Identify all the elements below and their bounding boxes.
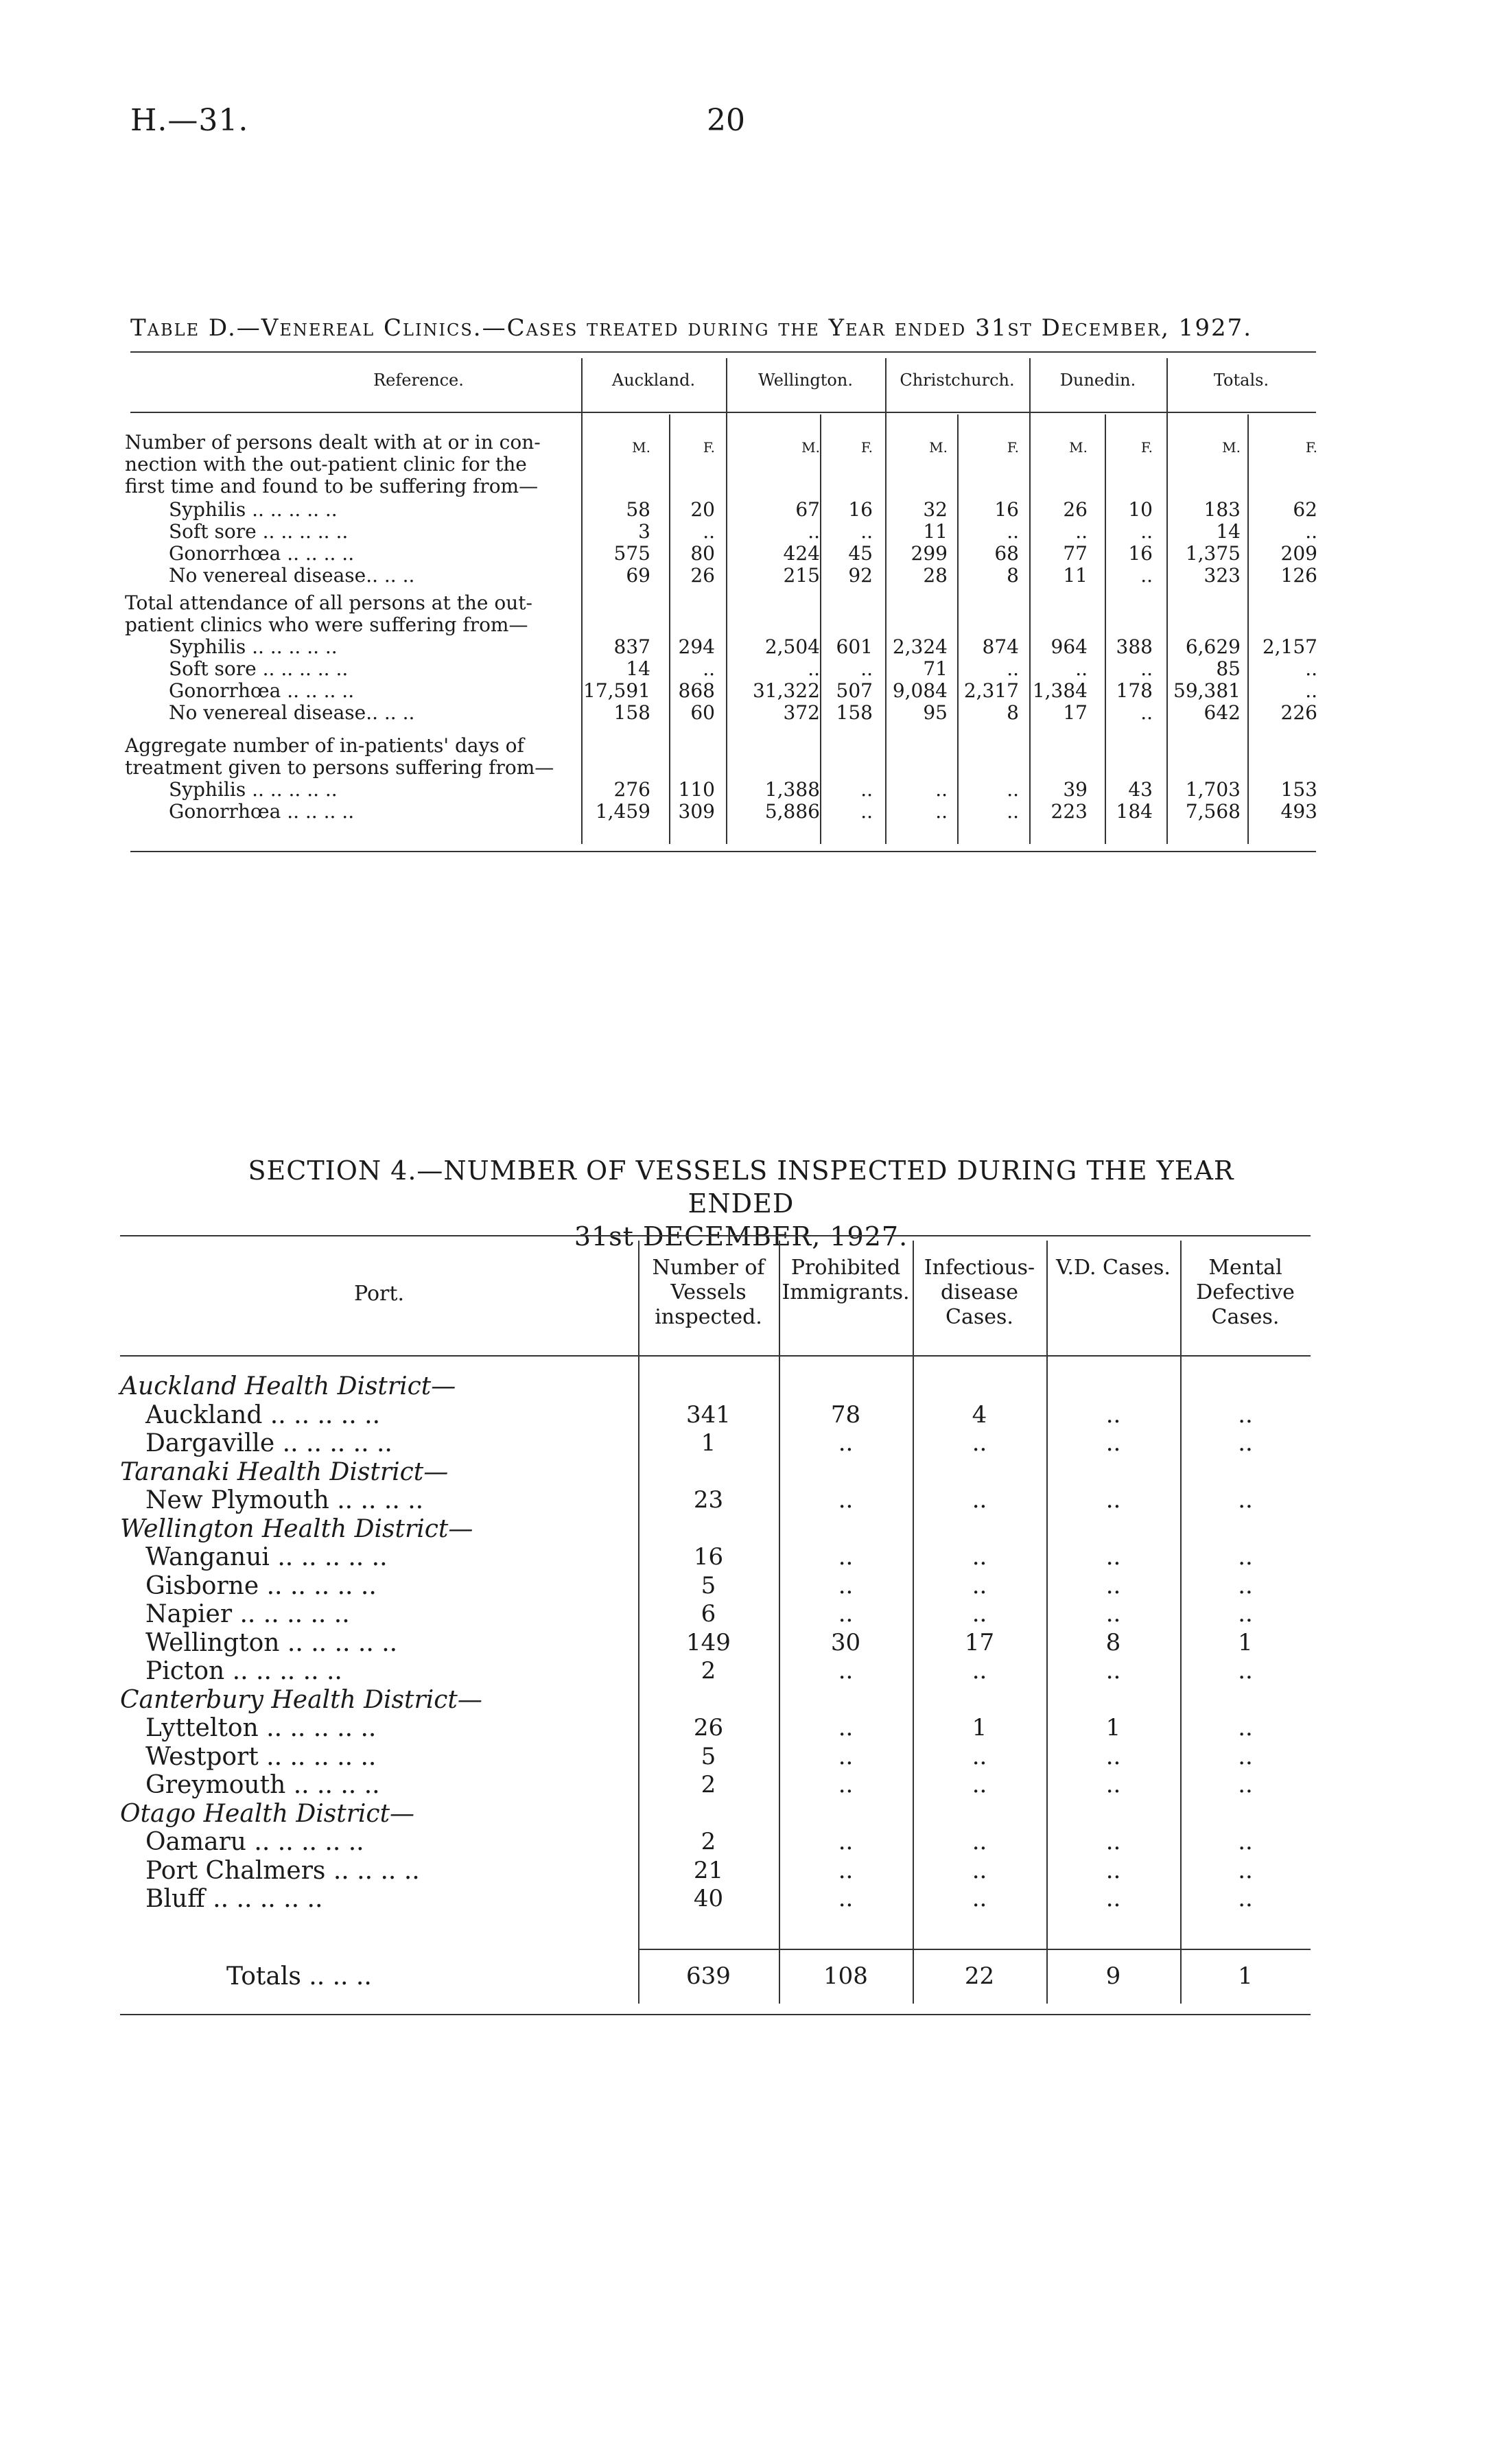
table-d-cell: .. [1305, 657, 1317, 680]
vessels-column-rule [913, 1241, 914, 2004]
table-d-cell: 8 [1007, 701, 1019, 724]
table-d-cell: 17,591 [583, 679, 650, 702]
vessels-cell: .. [1105, 1771, 1121, 1798]
vessels-cell: .. [838, 1486, 854, 1514]
health-district-heading: Taranaki Health District— [120, 1457, 449, 1486]
table-d-cell: 5,886 [764, 800, 820, 823]
table-d-cell: .. [1305, 520, 1317, 543]
totals-cell: 9 [1105, 1962, 1121, 1990]
vessels-cell: .. [1105, 1486, 1121, 1514]
port-name: Picton .. .. .. .. .. [145, 1657, 342, 1685]
table-d-cell: .. [703, 657, 715, 680]
table-d-bottom-rule [130, 851, 1316, 852]
table-d-section-heading: first time and found to be suffering from— [125, 475, 539, 497]
port-name: Dargaville .. .. .. .. .. [145, 1429, 392, 1457]
table-d-header-rule [130, 412, 1316, 413]
table-d-title [130, 314, 1331, 342]
vessels-column-heading: Mental Defective Cases. [1196, 1256, 1295, 1329]
vessels-cell: .. [1238, 1486, 1253, 1514]
vessels-column-heading: V.D. Cases. [1056, 1256, 1171, 1280]
vessels-cell: .. [972, 1571, 987, 1599]
table-d-column-rule [1166, 358, 1168, 844]
female-column-heading: F. [703, 439, 715, 456]
table-d-cell: 85 [1216, 657, 1241, 680]
table-d-cell: 9,084 [892, 679, 948, 702]
vessels-cell: .. [1238, 1400, 1253, 1429]
table-d-top-rule [130, 351, 1316, 353]
table-d-cell: .. [808, 657, 820, 680]
table-d-section-heading: Number of persons dealt with at or in con- [125, 431, 541, 454]
table-d-cell: 31,322 [753, 679, 820, 702]
vessels-cell: 30 [830, 1628, 861, 1656]
table-d-cell: 642 [1204, 701, 1241, 724]
totals-cell: 22 [964, 1962, 995, 1990]
table-d-section-heading: Total attendance of all persons at the out- [125, 591, 533, 614]
table-d-cell: 67 [795, 498, 820, 521]
table-d-cell: 2,157 [1262, 635, 1317, 658]
table-d-cell: .. [1007, 520, 1019, 543]
vessels-cell: .. [1238, 1600, 1253, 1628]
table-d-cell: 26 [690, 564, 715, 587]
totals-cell: 639 [686, 1962, 731, 1990]
vessels-cell: .. [972, 1429, 987, 1457]
table-d-cell: 16 [848, 498, 873, 521]
section4-title [192, 1154, 1290, 1253]
health-district-heading: Auckland Health District— [120, 1372, 456, 1400]
table-d-group-heading: Wellington. [758, 371, 853, 390]
table-d-cell: 226 [1280, 701, 1317, 724]
vessels-column-heading: Prohibited Immigrants. [782, 1256, 910, 1304]
table-d-reference-heading: Reference. [373, 371, 464, 390]
table-d-cell: 14 [626, 657, 650, 680]
table-d-title-rest: —Venereal Clinics.—Cases treated during the Year ended 31st December, 1927. [236, 314, 1253, 342]
vessels-bottom-rule [120, 2014, 1311, 2015]
vessels-cell: 149 [686, 1628, 731, 1656]
vessels-cell: .. [1105, 1429, 1121, 1457]
table-d-cell: 11 [923, 520, 948, 543]
vessels-cell: .. [1105, 1742, 1121, 1770]
table-d-cell: 39 [1063, 778, 1088, 801]
table-d-cell: 126 [1280, 564, 1317, 587]
table-d-row-label: No venereal disease.. .. .. [169, 701, 415, 724]
table-d-cell: 80 [690, 542, 715, 565]
port-name: Port Chalmers .. .. .. .. [145, 1856, 420, 1885]
vessels-header-rule [120, 1355, 1311, 1357]
table-d-cell: 507 [836, 679, 873, 702]
port-name: Gisborne .. .. .. .. .. [145, 1571, 377, 1600]
vessels-column-heading: Port. [354, 1282, 404, 1306]
vessels-cell: .. [972, 1657, 987, 1685]
table-d-cell: 20 [690, 498, 715, 521]
table-d-row-label: Soft sore .. .. .. .. .. [169, 520, 349, 543]
vessels-cell: .. [1238, 1885, 1253, 1912]
table-d-cell: 16 [994, 498, 1019, 521]
health-district-heading: Canterbury Health District— [120, 1685, 482, 1714]
table-d-cell: .. [1140, 564, 1153, 587]
vessels-cell: 1 [701, 1429, 716, 1457]
vessels-cell: .. [972, 1600, 987, 1628]
table-d-cell: 1,388 [764, 778, 820, 801]
totals-cell: 108 [823, 1962, 868, 1990]
table-d-cell: 68 [994, 542, 1019, 565]
vessels-cell: .. [972, 1885, 987, 1912]
port-name: Lyttelton .. .. .. .. .. [145, 1714, 377, 1742]
table-d-cell: 16 [1128, 542, 1153, 565]
vessels-top-rule [120, 1235, 1311, 1236]
page-number: 20 [707, 103, 745, 138]
table-d-cell: 294 [678, 635, 715, 658]
vessels-cell: .. [1105, 1885, 1121, 1912]
port-name: Auckland .. .. .. .. .. [145, 1400, 381, 1429]
health-district-heading: Otago Health District— [120, 1799, 415, 1828]
vessels-column-rule [638, 1241, 639, 2004]
vessels-cell: 23 [693, 1486, 724, 1514]
vessels-cell: 16 [693, 1543, 724, 1571]
table-d-cell: 299 [911, 542, 948, 565]
table-d-row-label: Syphilis .. .. .. .. .. [169, 778, 338, 801]
table-d-cell: 45 [848, 542, 873, 565]
table-d-cell: .. [703, 520, 715, 543]
table-d-cell: 8 [1007, 564, 1019, 587]
table-d-column-rule [885, 358, 887, 844]
table-d-cell: 58 [626, 498, 650, 521]
table-d-cell: .. [935, 800, 948, 823]
table-d-cell: 868 [678, 679, 715, 702]
table-d-cell: 183 [1204, 498, 1241, 521]
vessels-cell: 78 [830, 1400, 861, 1429]
port-name: New Plymouth .. .. .. .. [145, 1486, 424, 1514]
vessels-cell: .. [972, 1486, 987, 1514]
vessels-cell: .. [972, 1543, 987, 1571]
vessels-cell: .. [1105, 1600, 1121, 1628]
vessels-column-rule [779, 1241, 780, 2004]
vessels-cell: .. [1238, 1771, 1253, 1798]
female-column-heading: F. [860, 439, 873, 456]
table-d-cell: 153 [1280, 778, 1317, 801]
table-d-cell: 59,381 [1173, 679, 1241, 702]
vessels-cell: 2 [701, 1657, 716, 1685]
table-d-cell: 276 [613, 778, 650, 801]
table-d-cell: 372 [783, 701, 820, 724]
vessels-cell: .. [1238, 1828, 1253, 1855]
section4-title-line1: SECTION 4.—NUMBER OF VESSELS INSPECTED DURING THE YEAR ENDED [248, 1155, 1234, 1219]
table-d-cell: 184 [1116, 800, 1153, 823]
table-d-row-label: Soft sore .. .. .. .. .. [169, 657, 349, 680]
vessels-cell: .. [972, 1856, 987, 1884]
port-name: Wellington .. .. .. .. .. [145, 1628, 398, 1657]
table-d-section-heading: Aggregate number of in-patients' days of [125, 734, 524, 757]
table-d-group-heading: Totals. [1213, 371, 1269, 390]
vessels-cell: .. [1105, 1543, 1121, 1571]
table-d-section-heading: treatment given to persons suffering from— [125, 756, 554, 779]
table-d-cell: 60 [690, 701, 715, 724]
table-d-cell: 323 [1204, 564, 1241, 587]
table-d-group-heading: Christchurch. [900, 371, 1015, 390]
table-d-cell: 493 [1280, 800, 1317, 823]
vessels-cell: 8 [1105, 1628, 1121, 1656]
male-column-heading: M. [801, 439, 820, 456]
table-d-cell: 10 [1128, 498, 1153, 521]
health-district-heading: Wellington Health District— [120, 1514, 473, 1543]
table-d-row-label: No venereal disease.. .. .. [169, 564, 415, 587]
male-column-heading: M. [632, 439, 650, 456]
table-d-cell: 575 [613, 542, 650, 565]
table-d-section-heading: patient clinics who were suffering from— [125, 613, 528, 636]
table-d-group-heading: Dunedin. [1059, 371, 1136, 390]
table-d-cell: 1,459 [595, 800, 650, 823]
table-d-cell: 2,504 [764, 635, 820, 658]
vessels-cell: .. [1238, 1571, 1253, 1599]
vessels-cell: .. [838, 1600, 854, 1628]
table-d-cell: .. [1007, 778, 1019, 801]
vessels-cell: .. [1238, 1429, 1253, 1457]
table-d-cell: 309 [678, 800, 715, 823]
vessels-cell: .. [838, 1856, 854, 1884]
table-d-cell: 110 [678, 778, 715, 801]
table-d-cell: 158 [613, 701, 650, 724]
vessels-cell: .. [838, 1828, 854, 1855]
table-d-row-label: Gonorrhœa .. .. .. .. [169, 800, 355, 823]
table-d-cell: 178 [1116, 679, 1153, 702]
section4-title-line2: 31st DECEMBER, 1927. [574, 1221, 908, 1252]
table-d-cell: 77 [1063, 542, 1088, 565]
male-column-heading: M. [929, 439, 948, 456]
vessels-column-heading: Infectious-disease Cases. [924, 1256, 1035, 1329]
table-d-cell: 62 [1293, 498, 1317, 521]
table-d-column-rule [1029, 358, 1031, 844]
vessels-cell: .. [838, 1571, 854, 1599]
table-d-cell: 215 [783, 564, 820, 587]
table-d-cell: 43 [1128, 778, 1153, 801]
table-d-cell: 223 [1050, 800, 1088, 823]
vessels-cell: 40 [693, 1885, 724, 1912]
vessels-cell: 2 [701, 1771, 716, 1798]
table-d-cell: 92 [848, 564, 873, 587]
port-name: Napier .. .. .. .. .. [145, 1600, 350, 1628]
vessels-cell: .. [972, 1828, 987, 1855]
female-column-heading: F. [1007, 439, 1019, 456]
table-d-cell: 874 [982, 635, 1019, 658]
table-d-row-label: Gonorrhœa .. .. .. .. [169, 542, 355, 565]
table-d-title-prefix: Table D. [130, 314, 237, 342]
table-d-cell: 388 [1116, 635, 1153, 658]
table-d-group-heading: Auckland. [611, 371, 696, 390]
vessels-cell: .. [838, 1657, 854, 1685]
table-d-cell: 14 [1216, 520, 1241, 543]
table-d-cell: 69 [626, 564, 650, 587]
table-d-cell: .. [1140, 657, 1153, 680]
vessels-cell: .. [1238, 1742, 1253, 1770]
female-column-heading: F. [1305, 439, 1317, 456]
vessels-cell: 1 [972, 1714, 987, 1741]
port-name: Oamaru .. .. .. .. .. [145, 1828, 364, 1856]
totals-cell: 1 [1238, 1962, 1253, 1990]
vessels-cell: 1 [1238, 1628, 1253, 1656]
table-d-cell: .. [1140, 701, 1153, 724]
table-d-row-label: Gonorrhœa .. .. .. .. [169, 679, 355, 702]
table-d-cell: .. [1007, 800, 1019, 823]
vessels-column-rule [1046, 1241, 1048, 2004]
vessels-totals-rule [638, 1949, 1311, 1950]
table-d-cell: 424 [783, 542, 820, 565]
table-d-cell: .. [1305, 679, 1317, 702]
male-column-heading: M. [1069, 439, 1088, 456]
table-d-cell: 3 [638, 520, 650, 543]
table-d-cell: .. [1140, 520, 1153, 543]
vessels-cell: .. [1105, 1828, 1121, 1855]
vessels-cell: .. [1105, 1657, 1121, 1685]
vessels-cell: .. [838, 1742, 854, 1770]
vessels-cell: .. [1238, 1543, 1253, 1571]
table-d-column-rule [726, 358, 727, 844]
table-d-cell: 71 [923, 657, 948, 680]
table-d-cell: 95 [923, 701, 948, 724]
table-d-cell: 837 [613, 635, 650, 658]
table-d-cell: .. [1075, 520, 1088, 543]
table-d-cell: 209 [1280, 542, 1317, 565]
table-d-cell: 601 [836, 635, 873, 658]
table-d-cell: 7,568 [1185, 800, 1241, 823]
table-d-cell: .. [1007, 657, 1019, 680]
table-d-cell: 1,384 [1032, 679, 1088, 702]
table-d-cell: 1,375 [1185, 542, 1241, 565]
vessels-column-heading: Number of Vessels inspected. [652, 1256, 765, 1329]
totals-label: Totals .. .. .. [226, 1962, 372, 1991]
table-d-row-label: Syphilis .. .. .. .. .. [169, 498, 338, 521]
vessels-cell: 1 [1105, 1714, 1121, 1741]
table-d-cell: 32 [923, 498, 948, 521]
vessels-cell: .. [1238, 1714, 1253, 1741]
table-d-cell: 6,629 [1185, 635, 1241, 658]
table-d-cell: .. [860, 657, 873, 680]
table-d-cell: 26 [1063, 498, 1088, 521]
table-d-cell: 2,317 [963, 679, 1019, 702]
vessels-cell: 5 [701, 1571, 716, 1599]
vessels-cell: .. [838, 1714, 854, 1741]
table-d-cell: 158 [836, 701, 873, 724]
vessels-cell: 6 [701, 1600, 716, 1628]
document-reference: H.—31. [130, 103, 249, 138]
port-name: Bluff .. .. .. .. .. [145, 1885, 323, 1913]
vessels-cell: 4 [972, 1400, 987, 1429]
vessels-cell: .. [972, 1742, 987, 1770]
vessels-cell: 2 [701, 1828, 716, 1855]
vessels-cell: .. [1238, 1856, 1253, 1884]
table-d-cell: .. [860, 778, 873, 801]
table-d-cell: 28 [923, 564, 948, 587]
vessels-cell: .. [1105, 1856, 1121, 1884]
port-name: Wanganui .. .. .. .. .. [145, 1543, 388, 1571]
table-d-cell: 964 [1050, 635, 1088, 658]
vessels-cell: .. [1105, 1571, 1121, 1599]
vessels-cell: .. [1105, 1400, 1121, 1429]
table-d-cell: .. [935, 778, 948, 801]
table-d-column-rule [581, 358, 583, 844]
table-d-cell: .. [860, 520, 873, 543]
vessels-cell: 26 [693, 1714, 724, 1741]
port-name: Greymouth .. .. .. .. [145, 1771, 380, 1799]
vessels-cell: .. [838, 1771, 854, 1798]
vessels-cell: .. [838, 1885, 854, 1912]
table-d-cell: .. [808, 520, 820, 543]
vessels-cell: 21 [693, 1856, 724, 1884]
vessels-cell: .. [972, 1771, 987, 1798]
vessels-cell: .. [838, 1543, 854, 1571]
female-column-heading: F. [1140, 439, 1153, 456]
vessels-cell: 5 [701, 1742, 716, 1770]
table-d-cell: 2,324 [892, 635, 948, 658]
table-d-cell: 17 [1063, 701, 1088, 724]
vessels-cell: 341 [686, 1400, 731, 1429]
vessels-column-rule [1180, 1241, 1182, 2004]
table-d-row-label: Syphilis .. .. .. .. .. [169, 635, 338, 658]
vessels-cell: 17 [964, 1628, 995, 1656]
table-d-cell: 1,703 [1185, 778, 1241, 801]
male-column-heading: M. [1222, 439, 1241, 456]
vessels-cell: .. [838, 1429, 854, 1457]
table-d-section-heading: nection with the out-patient clinic for the [125, 453, 527, 476]
port-name: Westport .. .. .. .. .. [145, 1742, 377, 1771]
table-d-cell: .. [1075, 657, 1088, 680]
table-d-cell: .. [860, 800, 873, 823]
table-d-cell: 11 [1063, 564, 1088, 587]
vessels-cell: .. [1238, 1657, 1253, 1685]
